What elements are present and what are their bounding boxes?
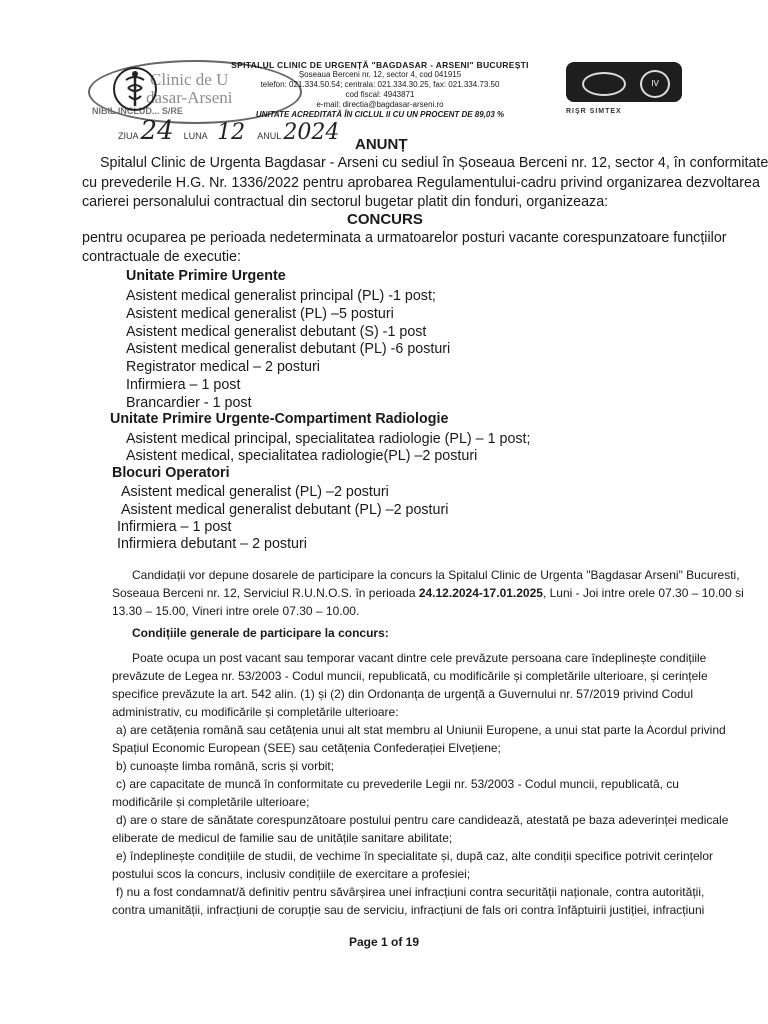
- concurs-line: contractuale de executie:: [82, 249, 241, 265]
- section-title: Unitate Primire Urgente: [126, 268, 286, 284]
- date-month-label: LUNA: [183, 131, 208, 141]
- certification-logo: [566, 62, 682, 102]
- concurs-line: pentru ocuparea pe perioada nedeterminata a urmatoarelor posturi vacante corespunzatoare funcțiilor: [82, 230, 727, 246]
- condition-line: b) cunoaște limba română, scris și vorbit;: [116, 759, 335, 773]
- post-item: Asistent medical generalist debutant (PL) -6 posturi: [126, 341, 451, 357]
- condition-line: Poate ocupa un post vacant sau temporar vacant dintre cele prevăzute persoana care îndeplinește condițiile: [132, 651, 707, 665]
- post-item: Infirmiera debutant – 2 posturi: [117, 536, 307, 552]
- stamp-text-1: Clinic de U: [150, 70, 229, 89]
- post-item: Asistent medical generalist principal (PL) -1 post;: [126, 288, 436, 304]
- hospital-header: [190, 60, 570, 120]
- post-item: Asistent medical principal, specialitatea radiologie (PL) – 1 post;: [126, 431, 531, 447]
- post-item: Infirmiera – 1 post: [126, 377, 241, 393]
- submission-line: Candidații vor depune dosarele de participare la concurs la Spitalul Clinic de Urgenta "Bagdasar Arseni" Bucuresti,: [132, 568, 740, 582]
- hospital-phones: telefon: 021.334.50.54; centrala: 021.334.30.25, fax: 021.334.73.50: [260, 80, 500, 89]
- conditions-title: Condițiile generale de participare la concurs:: [132, 626, 389, 640]
- condition-line: e) îndeplinește condițiile de studii, de vechime în specialitate și, după caz, alte condiții specifice potrivit cerințelor: [116, 849, 713, 863]
- submission-period: 24.12.2024-17.01.2025: [418, 586, 543, 600]
- hospital-email: e-mail: directia@bagdasar-arseni.ro: [316, 100, 444, 109]
- date-month: 12: [217, 120, 246, 145]
- condition-line: eliberate de medicul de familie sau de unitățile sanitare abilitate;: [112, 831, 453, 845]
- post-item: Brancardier - 1 post: [126, 395, 252, 411]
- submission-line: [112, 585, 744, 601]
- condition-line: a) are cetățenia română sau cetățenia unui alt stat membru al Uniunii Europene, a unui stat parte la Acordul privind: [116, 723, 726, 737]
- condition-line: c) are capacitate de muncă în conformitate cu prevederile Legii nr. 53/2003 - Codul muncii, republicată, cu: [116, 777, 679, 791]
- stamp-text-2: dasar-Arseni: [146, 88, 233, 107]
- post-item: Asistent medical generalist debutant (S) -1 post: [126, 324, 427, 340]
- registration-date: [118, 116, 339, 146]
- condition-line: postului scos la concurs, inclusiv condițiile de exercitare a profesiei;: [112, 867, 471, 881]
- stamp-text-3: NIBIL INCLUD... S/RE: [92, 106, 183, 116]
- intro-line: cu prevederile H.G. Nr. 1336/2022 pentru aprobarea Regulamentului-cadru privind organizarea dezvoltarea: [82, 175, 760, 191]
- announcement-title: ANUNȚ: [355, 136, 408, 153]
- post-item: Asistent medical generalist debutant (PL) –2 posturi: [121, 502, 449, 518]
- date-day: 24: [140, 116, 174, 146]
- section-title: Unitate Primire Urgente-Compartiment Radiologie: [110, 411, 449, 427]
- submission-line: 13.30 – 15.00, Vineri intre orele 07.30 – 10.00.: [112, 604, 360, 618]
- srac-label: RIŞR SIMTEX: [566, 108, 622, 115]
- section-title: Blocuri Operatori: [112, 465, 230, 481]
- condition-line: f) nu a fost condamnat/ă definitiv pentru săvârșirea unei infracțiuni contra securității naționale, contra autorității,: [116, 885, 705, 899]
- post-item: Infirmiera – 1 post: [117, 519, 232, 535]
- post-item: Asistent medical generalist (PL) –5 posturi: [126, 306, 394, 322]
- iv-badge: IV: [640, 70, 670, 98]
- accreditation-text: UNITATE ACREDITATĂ ÎN CICLUL II CU UN PROCENT DE 89,03 %: [255, 110, 505, 119]
- anmcs-logo-icon: [582, 72, 626, 96]
- date-day-label: ZIUA: [118, 131, 139, 141]
- hospital-address: Șoseaua Berceni nr. 12, sector 4, cod 041915: [298, 70, 462, 79]
- hospital-fiscal: cod fiscal: 4943871: [345, 90, 415, 99]
- hospital-name: SPITALUL CLINIC DE URGENȚĂ "BAGDASAR - ARSENI" BUCUREȘTI: [231, 60, 529, 70]
- intro-line: carierei personalului contractual din sectorul bugetar platit din fonduri, organizeaza:: [82, 194, 609, 210]
- condition-line: modificările și completările ulterioare;: [112, 795, 310, 809]
- caduceus-icon: [112, 66, 158, 112]
- concurs-title: CONCURS: [347, 211, 423, 228]
- submission-text: , Luni - Joi intre orele 07.30 – 10.00 si: [542, 586, 744, 600]
- condition-line: specifice prevăzute la art. 542 alin. (1) și (2) din Ordonanța de urgență a Guvernului nr. 57/2019 privind Codul: [112, 687, 694, 701]
- submission-text: Soseaua Berceni nr. 12, Serviciul R.U.N.O.S. în perioada: [112, 586, 419, 600]
- condition-line: contra umanității, infracțiuni de corupție sau de serviciu, infracțiuni de fals ori contra înfăptuirii justiției, infracțiuni: [112, 903, 705, 917]
- page-number: Page 1 of 19: [348, 935, 420, 949]
- date-year-label: ANUL: [257, 131, 281, 141]
- post-item: Asistent medical, specialitatea radiologie(PL) –2 posturi: [126, 448, 478, 464]
- intro-line: Spitalul Clinic de Urgenta Bagdasar - Arseni cu sediul în Șoseaua Berceni nr. 12, sector 4, în conformitate: [100, 155, 768, 171]
- condition-line: administrativ, cu modificările și completările ulterioare:: [112, 705, 399, 719]
- post-item: Registrator medical – 2 posturi: [126, 359, 320, 375]
- condition-line: d) are o stare de sănătate corespunzătoare postului pentru care candidează, atestată pe baza adeverinței medicale: [116, 813, 729, 827]
- date-year: 2024: [283, 120, 340, 145]
- condition-line: Spațiul Economic European (SEE) sau cetățenia Confederației Elvețiene;: [112, 741, 501, 755]
- post-item: Asistent medical generalist (PL) –2 posturi: [121, 484, 389, 500]
- condition-line: prevăzute de Legea nr. 53/2003 - Codul muncii, republicată, cu modificările și completările ulterioare, și cerințele: [112, 669, 708, 683]
